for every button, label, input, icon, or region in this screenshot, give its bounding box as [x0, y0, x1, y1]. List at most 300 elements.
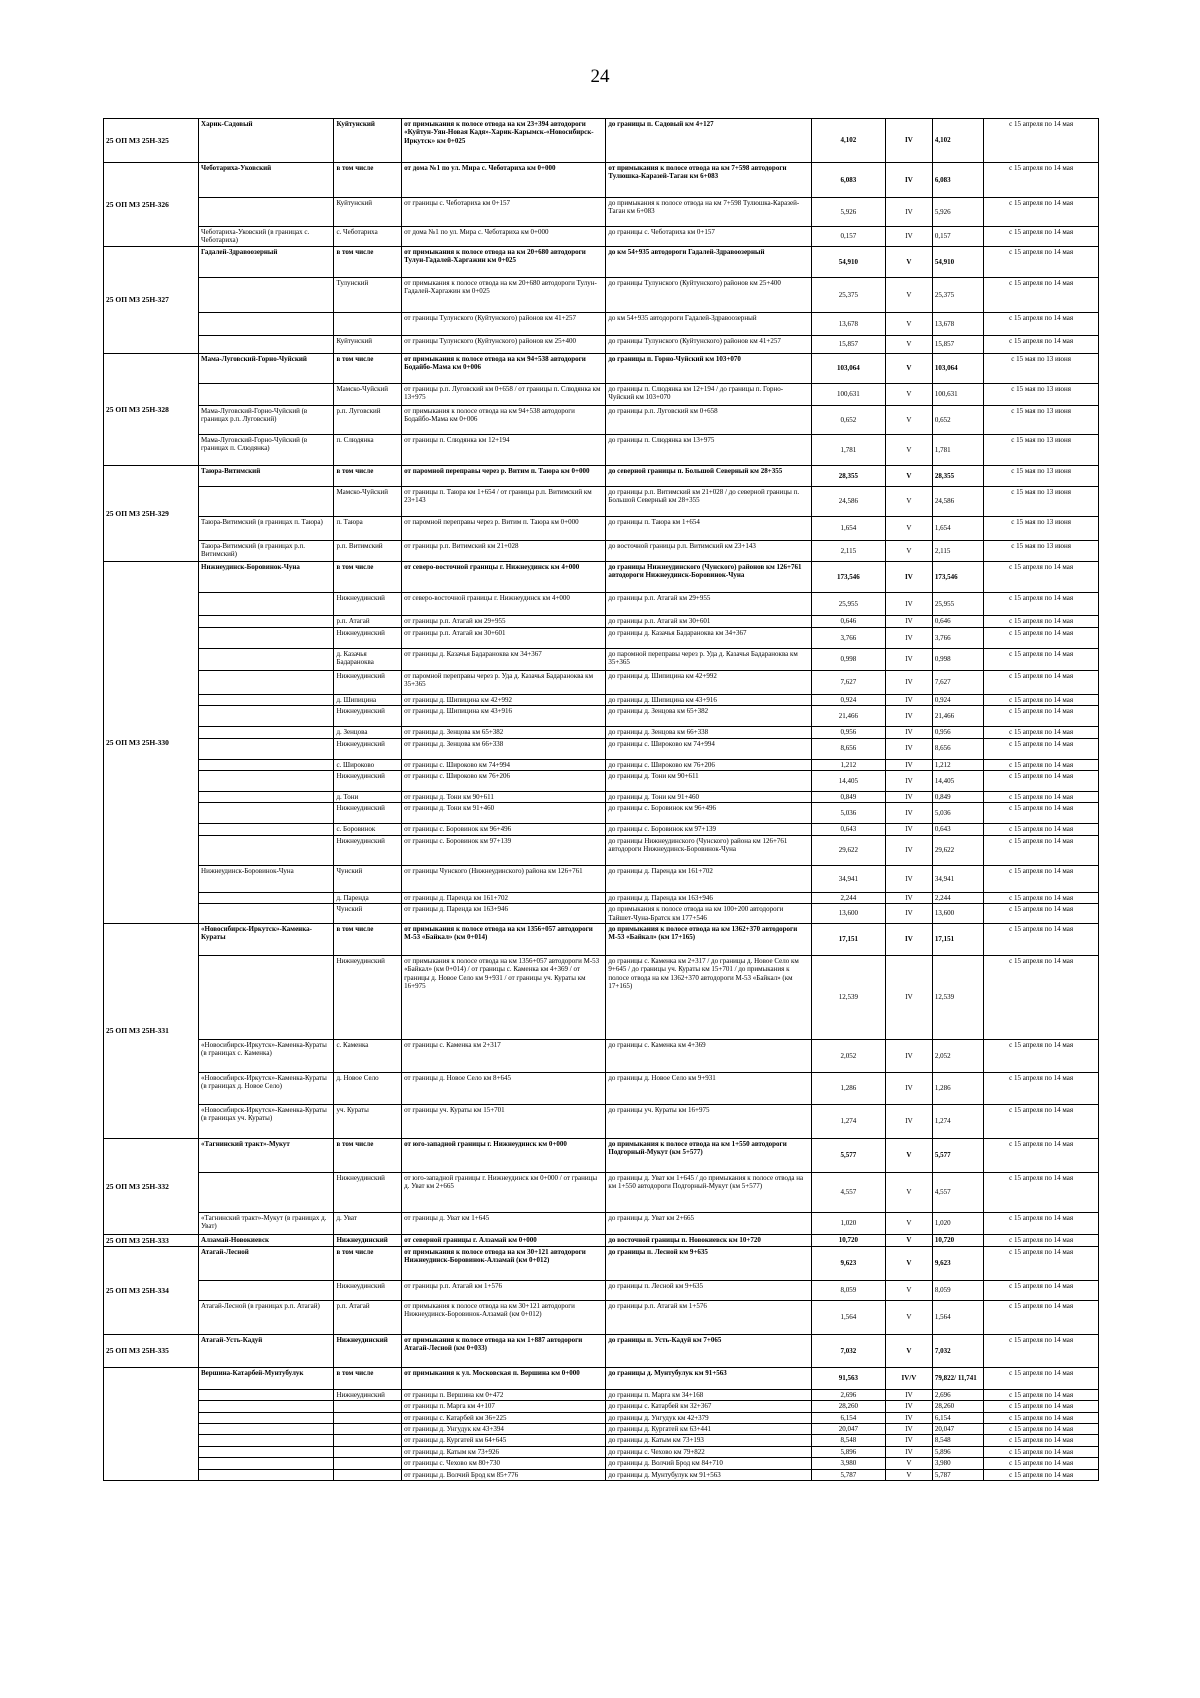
road-name-cell [199, 383, 334, 405]
restricted-length-cell: 5,926 [932, 198, 983, 227]
category-cell: IV [885, 892, 932, 903]
restriction-period-cell: с 15 апреля по 14 мая [984, 246, 1099, 277]
segment-start-cell: от границы с. Боровинок км 97+139 [402, 835, 606, 865]
municipality-cell: с. Каменка [334, 1039, 402, 1072]
restriction-period-cell: с 15 апреля по 14 мая [984, 1072, 1099, 1104]
segment-end-cell: до границы п. Лесной км 9+635 [606, 1246, 811, 1280]
municipality-cell: Куйтунский [334, 119, 402, 163]
road-code-cell: 25 ОП МЗ 25Н-327 [104, 246, 199, 353]
municipality-cell: Нижнеудинский [334, 670, 402, 694]
segment-start-cell: от границы д. Катым км 73+926 [402, 1446, 606, 1457]
category-cell: IV [885, 1104, 932, 1138]
restricted-length-cell: 103,064 [932, 353, 983, 383]
restriction-period-cell: с 15 апреля по 14 мая [984, 1469, 1099, 1480]
segment-start-cell: от границы д. Унгудук км 43+394 [402, 1424, 606, 1435]
road-name-cell [199, 770, 334, 791]
length-cell: 4,557 [811, 1172, 885, 1212]
road-name-cell [199, 824, 334, 835]
restricted-length-cell: 15,857 [932, 335, 983, 353]
table-row [104, 163, 1099, 198]
table-row [104, 277, 1099, 312]
segment-end-cell: до границы д. Тони км 91+460 [606, 791, 811, 802]
segment-end-cell: до примыкания к полосе отвода на км 7+598 Тулюшка-Каразей-Таган км 6+083 [606, 198, 811, 227]
restriction-period-cell: с 15 апреля по 14 мая [984, 1401, 1099, 1412]
road-name-cell: Алзамай-Новокиевск [199, 1234, 334, 1246]
road-name-cell: Вершина-Катарбей-Мунтубулук [199, 1367, 334, 1389]
table-row [104, 486, 1099, 516]
segment-end-cell: до примыкания к полосе отвода на км 100+200 автодороги Тайшет-Чуна-Братск км 177+546 [606, 904, 811, 924]
road-name-cell [199, 1424, 334, 1435]
segment-start-cell: от границы д. Казачья Бадараноква км 34+367 [402, 648, 606, 670]
category-cell: IV [885, 615, 932, 627]
road-name-cell [199, 615, 334, 627]
restriction-period-cell: с 15 апреля по 14 мая [984, 1280, 1099, 1300]
length-cell: 7,627 [811, 670, 885, 694]
segment-end-cell: до границы д. Новое Село км 9+931 [606, 1072, 811, 1104]
table-row [104, 1234, 1099, 1246]
segment-end-cell: до границы с. Широково км 74+994 [606, 738, 811, 759]
restricted-length-cell: 2,115 [932, 540, 983, 561]
segment-end-cell: до границы с. Каменка км 4+369 [606, 1039, 811, 1072]
segment-end-cell: до границы уч. Кураты км 16+975 [606, 1104, 811, 1138]
segment-start-cell: от границы д. Паренда км 163+946 [402, 904, 606, 924]
category-cell: IV [885, 770, 932, 791]
restricted-length-cell: 1,654 [932, 516, 983, 540]
municipality-cell: с. Чеботариха [334, 227, 402, 247]
segment-start-cell: от примыкания к полосе отвода на км 94+538 автодороги Бодайбо-Мама км 0+006 [402, 405, 606, 434]
road-name-cell [199, 1412, 334, 1423]
road-name-cell [199, 312, 334, 335]
category-cell: IV [885, 1401, 932, 1412]
road-name-cell [199, 738, 334, 759]
restriction-period-cell: с 15 мая по 13 июня [984, 516, 1099, 540]
segment-start-cell: от границы с. Каменка км 2+317 [402, 1039, 606, 1072]
length-cell: 1,286 [811, 1072, 885, 1104]
municipality-cell: Чунский [334, 904, 402, 924]
table-row [104, 561, 1099, 592]
restriction-period-cell: с 15 апреля по 14 мая [984, 892, 1099, 903]
category-cell: IV/V [885, 1367, 932, 1389]
length-cell: 21,466 [811, 706, 885, 727]
table-row [104, 706, 1099, 727]
table-row [104, 1458, 1099, 1469]
restriction-period-cell: с 15 апреля по 14 мая [984, 1389, 1099, 1400]
table-row [104, 1300, 1099, 1334]
table-row [104, 312, 1099, 335]
municipality-cell: с. Боровинок [334, 824, 402, 835]
length-cell: 91,563 [811, 1367, 885, 1389]
length-cell: 1,212 [811, 759, 885, 770]
length-cell: 5,036 [811, 803, 885, 824]
category-cell: IV [885, 1424, 932, 1435]
restricted-length-cell: 0,998 [932, 648, 983, 670]
length-cell: 8,656 [811, 738, 885, 759]
segment-end-cell: до границы с. Чеботариха км 0+157 [606, 227, 811, 247]
table-row [104, 648, 1099, 670]
road-name-cell [199, 670, 334, 694]
road-name-cell [199, 648, 334, 670]
segment-end-cell: до границы д. Тони км 90+611 [606, 770, 811, 791]
table-row [104, 955, 1099, 1039]
table-row [104, 1389, 1099, 1400]
restricted-length-cell: 34,941 [932, 865, 983, 892]
restriction-period-cell: с 15 мая по 13 июня [984, 383, 1099, 405]
municipality-cell: р.п. Атагай [334, 1300, 402, 1334]
length-cell: 25,955 [811, 592, 885, 615]
table-row [104, 198, 1099, 227]
length-cell: 5,577 [811, 1138, 885, 1172]
segment-end-cell: до границы д. Волчий Брод км 84+710 [606, 1458, 811, 1469]
segment-start-cell: от северной границы г. Алзамай км 0+000 [402, 1234, 606, 1246]
municipality-cell [334, 1424, 402, 1435]
road-name-cell [199, 904, 334, 924]
segment-start-cell: от примыкания к полосе отвода на км 1+887 автодороги Атагай-Лесной (км 0+033) [402, 1334, 606, 1367]
road-code-cell: 25 ОП МЗ 25Н-331 [104, 923, 199, 1138]
length-cell: 28,355 [811, 465, 885, 486]
length-cell: 6,083 [811, 163, 885, 198]
restriction-period-cell: с 15 апреля по 14 мая [984, 1367, 1099, 1389]
segment-start-cell: от границы п. Таюра км 1+654 / от границы р.п. Витимский км 23+143 [402, 486, 606, 516]
road-code-cell: 25 ОП МЗ 25Н-332 [104, 1138, 199, 1234]
segment-end-cell: до границы с. Широково км 76+206 [606, 759, 811, 770]
segment-end-cell: до границы с. Катарбей км 32+367 [606, 1401, 811, 1412]
segment-end-cell: до границы д. Мунтубулук км 91+563 [606, 1367, 811, 1389]
length-cell: 9,623 [811, 1246, 885, 1280]
length-cell: 14,405 [811, 770, 885, 791]
restricted-length-cell: 5,896 [932, 1446, 983, 1457]
road-name-cell [199, 198, 334, 227]
road-name-cell [199, 706, 334, 727]
length-cell: 34,941 [811, 865, 885, 892]
restricted-length-cell: 25,375 [932, 277, 983, 312]
table-row [104, 592, 1099, 615]
segment-end-cell: до границы п. Горно-Чуйский км 103+070 [606, 353, 811, 383]
length-cell: 2,696 [811, 1389, 885, 1400]
road-name-cell [199, 335, 334, 353]
category-cell: IV [885, 955, 932, 1039]
municipality-cell: в том числе [334, 1246, 402, 1280]
category-cell: IV [885, 670, 932, 694]
segment-start-cell: от границы д. Волчий Брод км 85+776 [402, 1469, 606, 1480]
length-cell: 5,926 [811, 198, 885, 227]
municipality-cell: Нижнеудинский [334, 1172, 402, 1212]
restricted-length-cell: 1,564 [932, 1300, 983, 1334]
table-row [104, 465, 1099, 486]
municipality-cell: в том числе [334, 353, 402, 383]
segment-start-cell: от примыкания к полосе отвода на км 30+121 автодороги Нижнеудинск-Боровинок-Алзамай (км 0+012) [402, 1300, 606, 1334]
restricted-length-cell: 2,696 [932, 1389, 983, 1400]
category-cell: IV [885, 759, 932, 770]
segment-start-cell: от примыкания к полосе отвода на км 20+680 автодороги Тулун-Гадалей-Харгажин км 0+025 [402, 246, 606, 277]
municipality-cell: д. Зенцова [334, 727, 402, 738]
segment-end-cell: до границы д. Уват км 1+645 / до примыкания к полосе отвода на км 1+550 автодороги Подгорный-Мукут (км 5+577) [606, 1172, 811, 1212]
table-row [104, 540, 1099, 561]
category-cell: V [885, 1246, 932, 1280]
category-cell: IV [885, 119, 932, 163]
restriction-period-cell: с 15 апреля по 14 мая [984, 904, 1099, 924]
restriction-period-cell: с 15 апреля по 14 мая [984, 824, 1099, 835]
restriction-period-cell: с 15 апреля по 14 мая [984, 648, 1099, 670]
restriction-period-cell: с 15 апреля по 14 мая [984, 592, 1099, 615]
municipality-cell: Нижнеудинский [334, 1234, 402, 1246]
category-cell: IV [885, 727, 932, 738]
length-cell: 0,849 [811, 791, 885, 802]
restriction-period-cell: с 15 апреля по 14 мая [984, 1212, 1099, 1234]
length-cell: 0,157 [811, 227, 885, 247]
category-cell: V [885, 246, 932, 277]
segment-end-cell: до границы п. Марга км 34+168 [606, 1389, 811, 1400]
municipality-cell: п. Таюра [334, 516, 402, 540]
length-cell: 3,980 [811, 1458, 885, 1469]
segment-end-cell: до границы Нижнеудинского (Чунского) района км 126+761 автодороги Нижнеудинск-Боровинок-Чуна [606, 835, 811, 865]
restricted-length-cell: 14,405 [932, 770, 983, 791]
length-cell: 1,781 [811, 434, 885, 465]
category-cell: V [885, 383, 932, 405]
road-name-cell [199, 955, 334, 1039]
road-name-cell: Чеботариха-Уковский (в границах с. Чеботариха) [199, 227, 334, 247]
municipality-cell: Мамско-Чуйский [334, 383, 402, 405]
segment-end-cell: до границы Тулунского (Куйтунского) районов км 25+400 [606, 277, 811, 312]
segment-start-cell: от границы д. Тони км 90+611 [402, 791, 606, 802]
length-cell: 103,064 [811, 353, 885, 383]
category-cell: V [885, 1458, 932, 1469]
segment-start-cell: от примыкания к ул. Московская п. Вершина км 0+000 [402, 1367, 606, 1389]
municipality-cell: Куйтунский [334, 335, 402, 353]
road-name-cell: Таюра-Витимский (в границах р.п. Витимский) [199, 540, 334, 561]
road-name-cell [199, 1172, 334, 1212]
segment-start-cell: от примыкания к полосе отвода на км 1356+057 автодороги М-53 «Байкал» (км 0+014) [402, 923, 606, 955]
segment-end-cell: до границы п. Слюдянка км 13+975 [606, 434, 811, 465]
segment-start-cell: от границы п. Слюдянка км 12+194 [402, 434, 606, 465]
category-cell: IV [885, 923, 932, 955]
table-row [104, 383, 1099, 405]
road-name-cell [199, 892, 334, 903]
category-cell: IV [885, 904, 932, 924]
restriction-period-cell: с 15 апреля по 14 мая [984, 561, 1099, 592]
restricted-length-cell: 8,656 [932, 738, 983, 759]
restricted-length-cell: 5,787 [932, 1469, 983, 1480]
road-name-cell [199, 1446, 334, 1457]
restricted-length-cell: 13,678 [932, 312, 983, 335]
municipality-cell: Нижнеудинский [334, 955, 402, 1039]
restriction-period-cell: с 15 мая по 13 июня [984, 486, 1099, 516]
table-row [104, 1172, 1099, 1212]
segment-start-cell: от границы д. Шипицина км 43+916 [402, 706, 606, 727]
road-code-cell: 25 ОП МЗ 25Н-328 [104, 353, 199, 465]
segment-start-cell: от границы уч. Кураты км 15+701 [402, 1104, 606, 1138]
category-cell: IV [885, 803, 932, 824]
municipality-cell: р.п. Атагай [334, 615, 402, 627]
length-cell: 2,115 [811, 540, 885, 561]
restricted-length-cell: 25,955 [932, 592, 983, 615]
segment-end-cell: до границы с. Чехово км 79+822 [606, 1446, 811, 1457]
category-cell: V [885, 335, 932, 353]
segment-end-cell: до границы п. Усть-Кадуй км 7+065 [606, 1334, 811, 1367]
length-cell: 0,646 [811, 615, 885, 627]
segment-start-cell: от границы р.п. Атагай км 1+576 [402, 1280, 606, 1300]
segment-end-cell: до границы д. Мунтубулук км 91+563 [606, 1469, 811, 1480]
municipality-cell: Нижнеудинский [334, 738, 402, 759]
table-row [104, 923, 1099, 955]
municipality-cell: в том числе [334, 246, 402, 277]
municipality-cell: Нижнеудинский [334, 1280, 402, 1300]
segment-start-cell: от примыкания к полосе отвода на км 23+394 автодороги «Куйтун-Уян-Новая Кадя»-Харик-Карымск-«Новосибирск-Иркутск» км 0+025 [402, 119, 606, 163]
segment-start-cell: от примыкания к полосе отвода на км 30+121 автодороги Нижнеудинск-Боровинок-Алзамай (км 0+012) [402, 1246, 606, 1280]
road-name-cell: Нижнеудинск-Боровинок-Чуна [199, 561, 334, 592]
road-code-cell: 25 ОП МЗ 25Н-335 [104, 1334, 199, 1367]
segment-end-cell: до границы р.п. Атагай км 1+576 [606, 1300, 811, 1334]
restriction-period-cell: с 15 апреля по 14 мая [984, 738, 1099, 759]
category-cell: IV [885, 791, 932, 802]
municipality-cell: р.п. Витимский [334, 540, 402, 561]
restriction-period-cell: с 15 апреля по 14 мая [984, 1300, 1099, 1334]
road-name-cell [199, 627, 334, 648]
municipality-cell: с. Широково [334, 759, 402, 770]
category-cell: IV [885, 163, 932, 198]
length-cell: 8,548 [811, 1435, 885, 1446]
segment-end-cell: до границы д. Шипицина км 43+916 [606, 694, 811, 705]
category-cell: IV [885, 1389, 932, 1400]
segment-end-cell: до границы д. Кургатей км 63+441 [606, 1424, 811, 1435]
page-number: 24 [590, 66, 610, 87]
municipality-cell: д. Казачья Бадараноква [334, 648, 402, 670]
segment-end-cell: до границы р.п. Витимский км 21+028 / до северной границы п. Большой Северный км 28+355 [606, 486, 811, 516]
table-row [104, 1212, 1099, 1234]
segment-end-cell: до примыкания к полосе отвода на км 1362+370 автодороги М-53 «Байкал» (км 17+165) [606, 923, 811, 955]
restriction-period-cell: с 15 апреля по 14 мая [984, 955, 1099, 1039]
length-cell: 13,600 [811, 904, 885, 924]
restricted-length-cell: 9,623 [932, 1246, 983, 1280]
municipality-cell: в том числе [334, 1138, 402, 1172]
segment-start-cell: от границы с. Боровинок км 96+496 [402, 824, 606, 835]
segment-start-cell: от границы д. Зенцова км 66+338 [402, 738, 606, 759]
length-cell: 17,151 [811, 923, 885, 955]
road-name-cell: «Тагнинский тракт»-Мукут [199, 1138, 334, 1172]
road-name-cell: Мама-Луговский-Горно-Чуйский [199, 353, 334, 383]
restricted-length-cell: 7,032 [932, 1334, 983, 1367]
restriction-period-cell: с 15 апреля по 14 мая [984, 1412, 1099, 1423]
restriction-period-cell: с 15 апреля по 14 мая [984, 1234, 1099, 1246]
category-cell: IV [885, 1039, 932, 1072]
segment-start-cell: от паромной переправы через р. Витим п. Таюра км 0+000 [402, 516, 606, 540]
restriction-period-cell: с 15 апреля по 14 мая [984, 791, 1099, 802]
restriction-period-cell: с 15 апреля по 14 мая [984, 1039, 1099, 1072]
category-cell: IV [885, 227, 932, 247]
length-cell: 1,020 [811, 1212, 885, 1234]
segment-start-cell: от границы д. Кургатей км 64+645 [402, 1435, 606, 1446]
restricted-length-cell: 0,643 [932, 824, 983, 835]
table-row [104, 227, 1099, 247]
table-row [104, 1401, 1099, 1412]
category-cell: IV [885, 1072, 932, 1104]
segment-start-cell: от примыкания к полосе отвода на км 1356+057 автодороги М-53 «Байкал» (км 0+014) / от границы с. Каменка км 4+369 / от границы д. Новое Село км 9+931 / от границы уч. Кураты км 16+975 [402, 955, 606, 1039]
restriction-period-cell: с 15 апреля по 14 мая [984, 1138, 1099, 1172]
length-cell: 1,654 [811, 516, 885, 540]
segment-start-cell: от примыкания к полосе отвода на км 94+538 автодороги Бодайбо-Мама км 0+006 [402, 353, 606, 383]
table-row [104, 405, 1099, 434]
restricted-length-cell: 1,286 [932, 1072, 983, 1104]
length-cell: 100,631 [811, 383, 885, 405]
restriction-period-cell: с 15 мая по 13 июня [984, 465, 1099, 486]
table-row [104, 1246, 1099, 1280]
restricted-length-cell: 100,631 [932, 383, 983, 405]
length-cell: 13,678 [811, 312, 885, 335]
municipality-cell: Мамско-Чуйский [334, 486, 402, 516]
segment-start-cell: от северо-восточной границы г. Нижнеудинск км 4+000 [402, 561, 606, 592]
municipality-cell: Нижнеудинский [334, 592, 402, 615]
restricted-length-cell: 29,622 [932, 835, 983, 865]
segment-end-cell: до км 54+935 автодороги Гадалей-Здравоозерный [606, 312, 811, 335]
length-cell: 12,539 [811, 955, 885, 1039]
restricted-length-cell: 173,546 [932, 561, 983, 592]
length-cell: 29,622 [811, 835, 885, 865]
roads-table-body [104, 119, 1099, 1481]
municipality-cell [334, 1401, 402, 1412]
restricted-length-cell: 79,822/ 11,741 [932, 1367, 983, 1389]
restriction-period-cell: с 15 мая по 13 июня [984, 353, 1099, 383]
municipality-cell [334, 1458, 402, 1469]
municipality-cell: Нижнеудинский [334, 1389, 402, 1400]
category-cell: V [885, 465, 932, 486]
restricted-length-cell: 24,586 [932, 486, 983, 516]
category-cell: IV [885, 835, 932, 865]
segment-start-cell: от северо-восточной границы г. Нижнеудинск км 4+000 [402, 592, 606, 615]
table-row [104, 835, 1099, 865]
table-row [104, 1039, 1099, 1072]
table-row [104, 353, 1099, 383]
segment-start-cell: от границы Тулунского (Куйтунского) районов км 41+257 [402, 312, 606, 335]
restriction-period-cell: с 15 апреля по 14 мая [984, 627, 1099, 648]
road-code-cell: 25 ОП МЗ 25Н-330 [104, 561, 199, 923]
length-cell: 2,052 [811, 1039, 885, 1072]
table-row [104, 904, 1099, 924]
segment-end-cell: до восточной границы р.п. Витимский км 23+143 [606, 540, 811, 561]
table-row [104, 1280, 1099, 1300]
restricted-length-cell: 5,577 [932, 1138, 983, 1172]
category-cell: IV [885, 865, 932, 892]
category-cell: V [885, 1469, 932, 1480]
road-name-cell [199, 592, 334, 615]
segment-start-cell: от примыкания к полосе отвода на км 20+680 автодороги Тулун-Гадалей-Харгажин км 0+025 [402, 277, 606, 312]
length-cell: 20,047 [811, 1424, 885, 1435]
category-cell: IV [885, 592, 932, 615]
restricted-length-cell: 10,720 [932, 1234, 983, 1246]
length-cell: 0,652 [811, 405, 885, 434]
category-cell: IV [885, 561, 932, 592]
segment-end-cell: до границы Тулунского (Куйтунского) районов км 41+257 [606, 335, 811, 353]
length-cell: 54,910 [811, 246, 885, 277]
category-cell: IV [885, 1446, 932, 1457]
roads-table [103, 118, 1099, 1481]
restriction-period-cell: с 15 апреля по 14 мая [984, 770, 1099, 791]
municipality-cell: д. Паренда [334, 892, 402, 903]
segment-end-cell: до границы с. Боровинок км 97+139 [606, 824, 811, 835]
segment-start-cell: от границы д. Новое Село км 8+645 [402, 1072, 606, 1104]
municipality-cell [334, 312, 402, 335]
municipality-cell: Нижнеудинский [334, 803, 402, 824]
road-name-cell: Таюра-Витимский (в границах п. Таюра) [199, 516, 334, 540]
restricted-length-cell: 28,355 [932, 465, 983, 486]
category-cell: V [885, 277, 932, 312]
segment-start-cell: от дома №1 по ул. Мира с. Чеботариха км 0+000 [402, 163, 606, 198]
segment-start-cell: от границы с. Чехово км 80+730 [402, 1458, 606, 1469]
length-cell: 4,102 [811, 119, 885, 163]
length-cell: 5,787 [811, 1469, 885, 1480]
category-cell: V [885, 1138, 932, 1172]
length-cell: 24,586 [811, 486, 885, 516]
restriction-period-cell: с 15 апреля по 14 мая [984, 198, 1099, 227]
restriction-period-cell: с 15 апреля по 14 мая [984, 1424, 1099, 1435]
